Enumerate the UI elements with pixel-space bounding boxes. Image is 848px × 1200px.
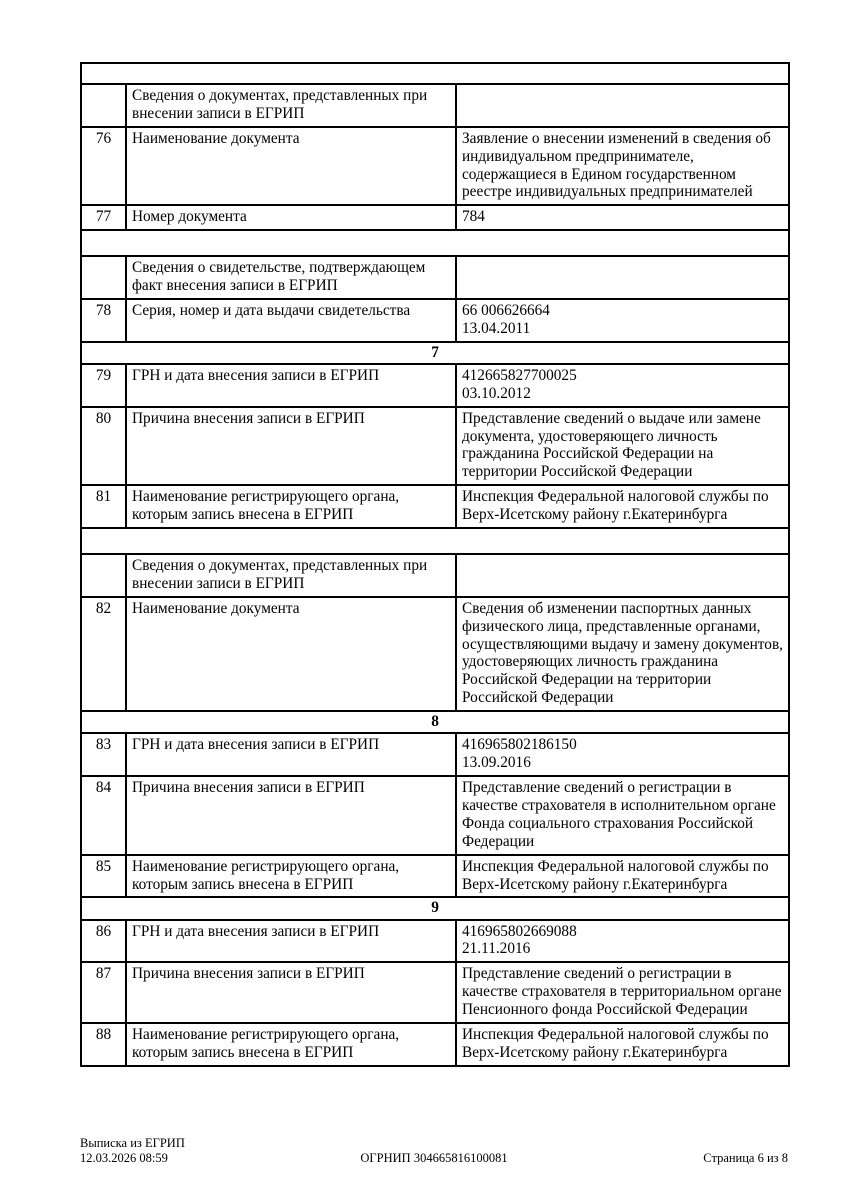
row-label: Причина внесения записи в ЕГРИП [126,962,456,1023]
table-row [81,962,789,1023]
footer-left-block [80,1136,185,1166]
group-header-row [81,256,789,299]
row-value: 416965802669088 21.11.2016 [456,920,789,963]
section-number: 8 [81,711,789,733]
row-number: 81 [81,485,126,528]
spacer-row [81,528,789,554]
group-header-row [81,554,789,597]
row-number: 80 [81,407,126,486]
row-number: 83 [81,733,126,776]
table-row [81,855,789,898]
row-label: Номер документа [126,205,456,230]
row-value: Представление сведений о регистрации в качестве страхователя в территориальном органе Пенсионного фонда Российской Федерации [456,962,789,1023]
row-value: 416965802186150 13.09.2016 [456,733,789,776]
group-header-label: Сведения о свидетельстве, подтверждающем факт внесения записи в ЕГРИП [126,256,456,299]
group-header-row [81,84,789,127]
empty-cell [456,84,789,127]
table-row [81,597,789,711]
row-label: Причина внесения записи в ЕГРИП [126,407,456,486]
row-label: ГРН и дата внесения записи в ЕГРИП [126,733,456,776]
footer-doc-type: Выписка из ЕГРИП [80,1136,185,1150]
table-row [81,485,789,528]
egrip-table [80,62,790,1067]
row-value: 412665827700025 03.10.2012 [456,364,789,407]
section-number-row [81,342,789,364]
empty-cell [81,528,789,554]
row-value: 66 006626664 13.04.2011 [456,299,789,342]
row-number: 82 [81,597,126,711]
row-label: Причина внесения записи в ЕГРИП [126,776,456,855]
row-label: ГРН и дата внесения записи в ЕГРИП [126,364,456,407]
row-value: Заявление о внесении изменений в сведения об индивидуальном предпринимателе, содержащиеся в Едином государственном реестре индивидуальных предпринимателей [456,127,789,206]
row-label: ГРН и дата внесения записи в ЕГРИП [126,920,456,963]
footer-ogrnip: ОГРНИП 304665816100081 [360,1150,508,1165]
row-number: 87 [81,962,126,1023]
row-label: Наименование регистрирующего органа, которым запись внесена в ЕГРИП [126,485,456,528]
table-row [81,1023,789,1066]
row-label: Наименование регистрирующего органа, которым запись внесена в ЕГРИП [126,1023,456,1066]
section-number-row [81,711,789,733]
row-number: 85 [81,855,126,898]
empty-cell [456,554,789,597]
empty-cell [81,554,126,597]
spacer-row [81,230,789,256]
row-label: Наименование документа [126,597,456,711]
empty-cell [456,256,789,299]
section-number: 9 [81,897,789,919]
row-number: 79 [81,364,126,407]
row-value: Представление сведений о регистрации в качестве страхователя в исполнительном органе Фонда социального страхования Российской Федерации [456,776,789,855]
row-number: 76 [81,127,126,206]
table-row [81,776,789,855]
row-label: Наименование регистрирующего органа, которым запись внесена в ЕГРИП [126,855,456,898]
section-number-row [81,897,789,919]
page-footer [80,1136,788,1166]
table-row [81,407,789,486]
row-number: 78 [81,299,126,342]
empty-cell [81,63,789,84]
footer-page-number: Страница 6 из 8 [703,1150,788,1165]
table-row [81,205,789,230]
row-value: Сведения об изменении паспортных данных физического лица, представленные органами, осуществляющими выдачу и замену документов, удостоверяющих личность гражданина Российской Федерации на территории Российской Федерации [456,597,789,711]
row-number: 88 [81,1023,126,1066]
row-number: 86 [81,920,126,963]
table-row [81,299,789,342]
table-row [81,364,789,407]
section-number: 7 [81,342,789,364]
row-value: 784 [456,205,789,230]
row-value: Инспекция Федеральной налоговой службы по Верх-Исетскому району г.Екатеринбурга [456,485,789,528]
table-row [81,733,789,776]
row-number: 77 [81,205,126,230]
row-value: Инспекция Федеральной налоговой службы по Верх-Исетскому району г.Екатеринбурга [456,855,789,898]
row-number: 84 [81,776,126,855]
table-row [81,920,789,963]
empty-cell [81,230,789,256]
spacer-row [81,63,789,84]
row-label: Наименование документа [126,127,456,206]
row-value: Представление сведений о выдаче или замене документа, удостоверяющего личность гражданина Российской Федерации на территории Российской Федерации [456,407,789,486]
table-row [81,127,789,206]
row-label: Серия, номер и дата выдачи свидетельства [126,299,456,342]
group-header-label: Сведения о документах, представленных при внесении записи в ЕГРИП [126,84,456,127]
footer-datetime: 12.03.2026 08:59 [80,1150,168,1165]
empty-cell [81,84,126,127]
group-header-label: Сведения о документах, представленных при внесении записи в ЕГРИП [126,554,456,597]
row-value: Инспекция Федеральной налоговой службы по Верх-Исетскому району г.Екатеринбурга [456,1023,789,1066]
empty-cell [81,256,126,299]
